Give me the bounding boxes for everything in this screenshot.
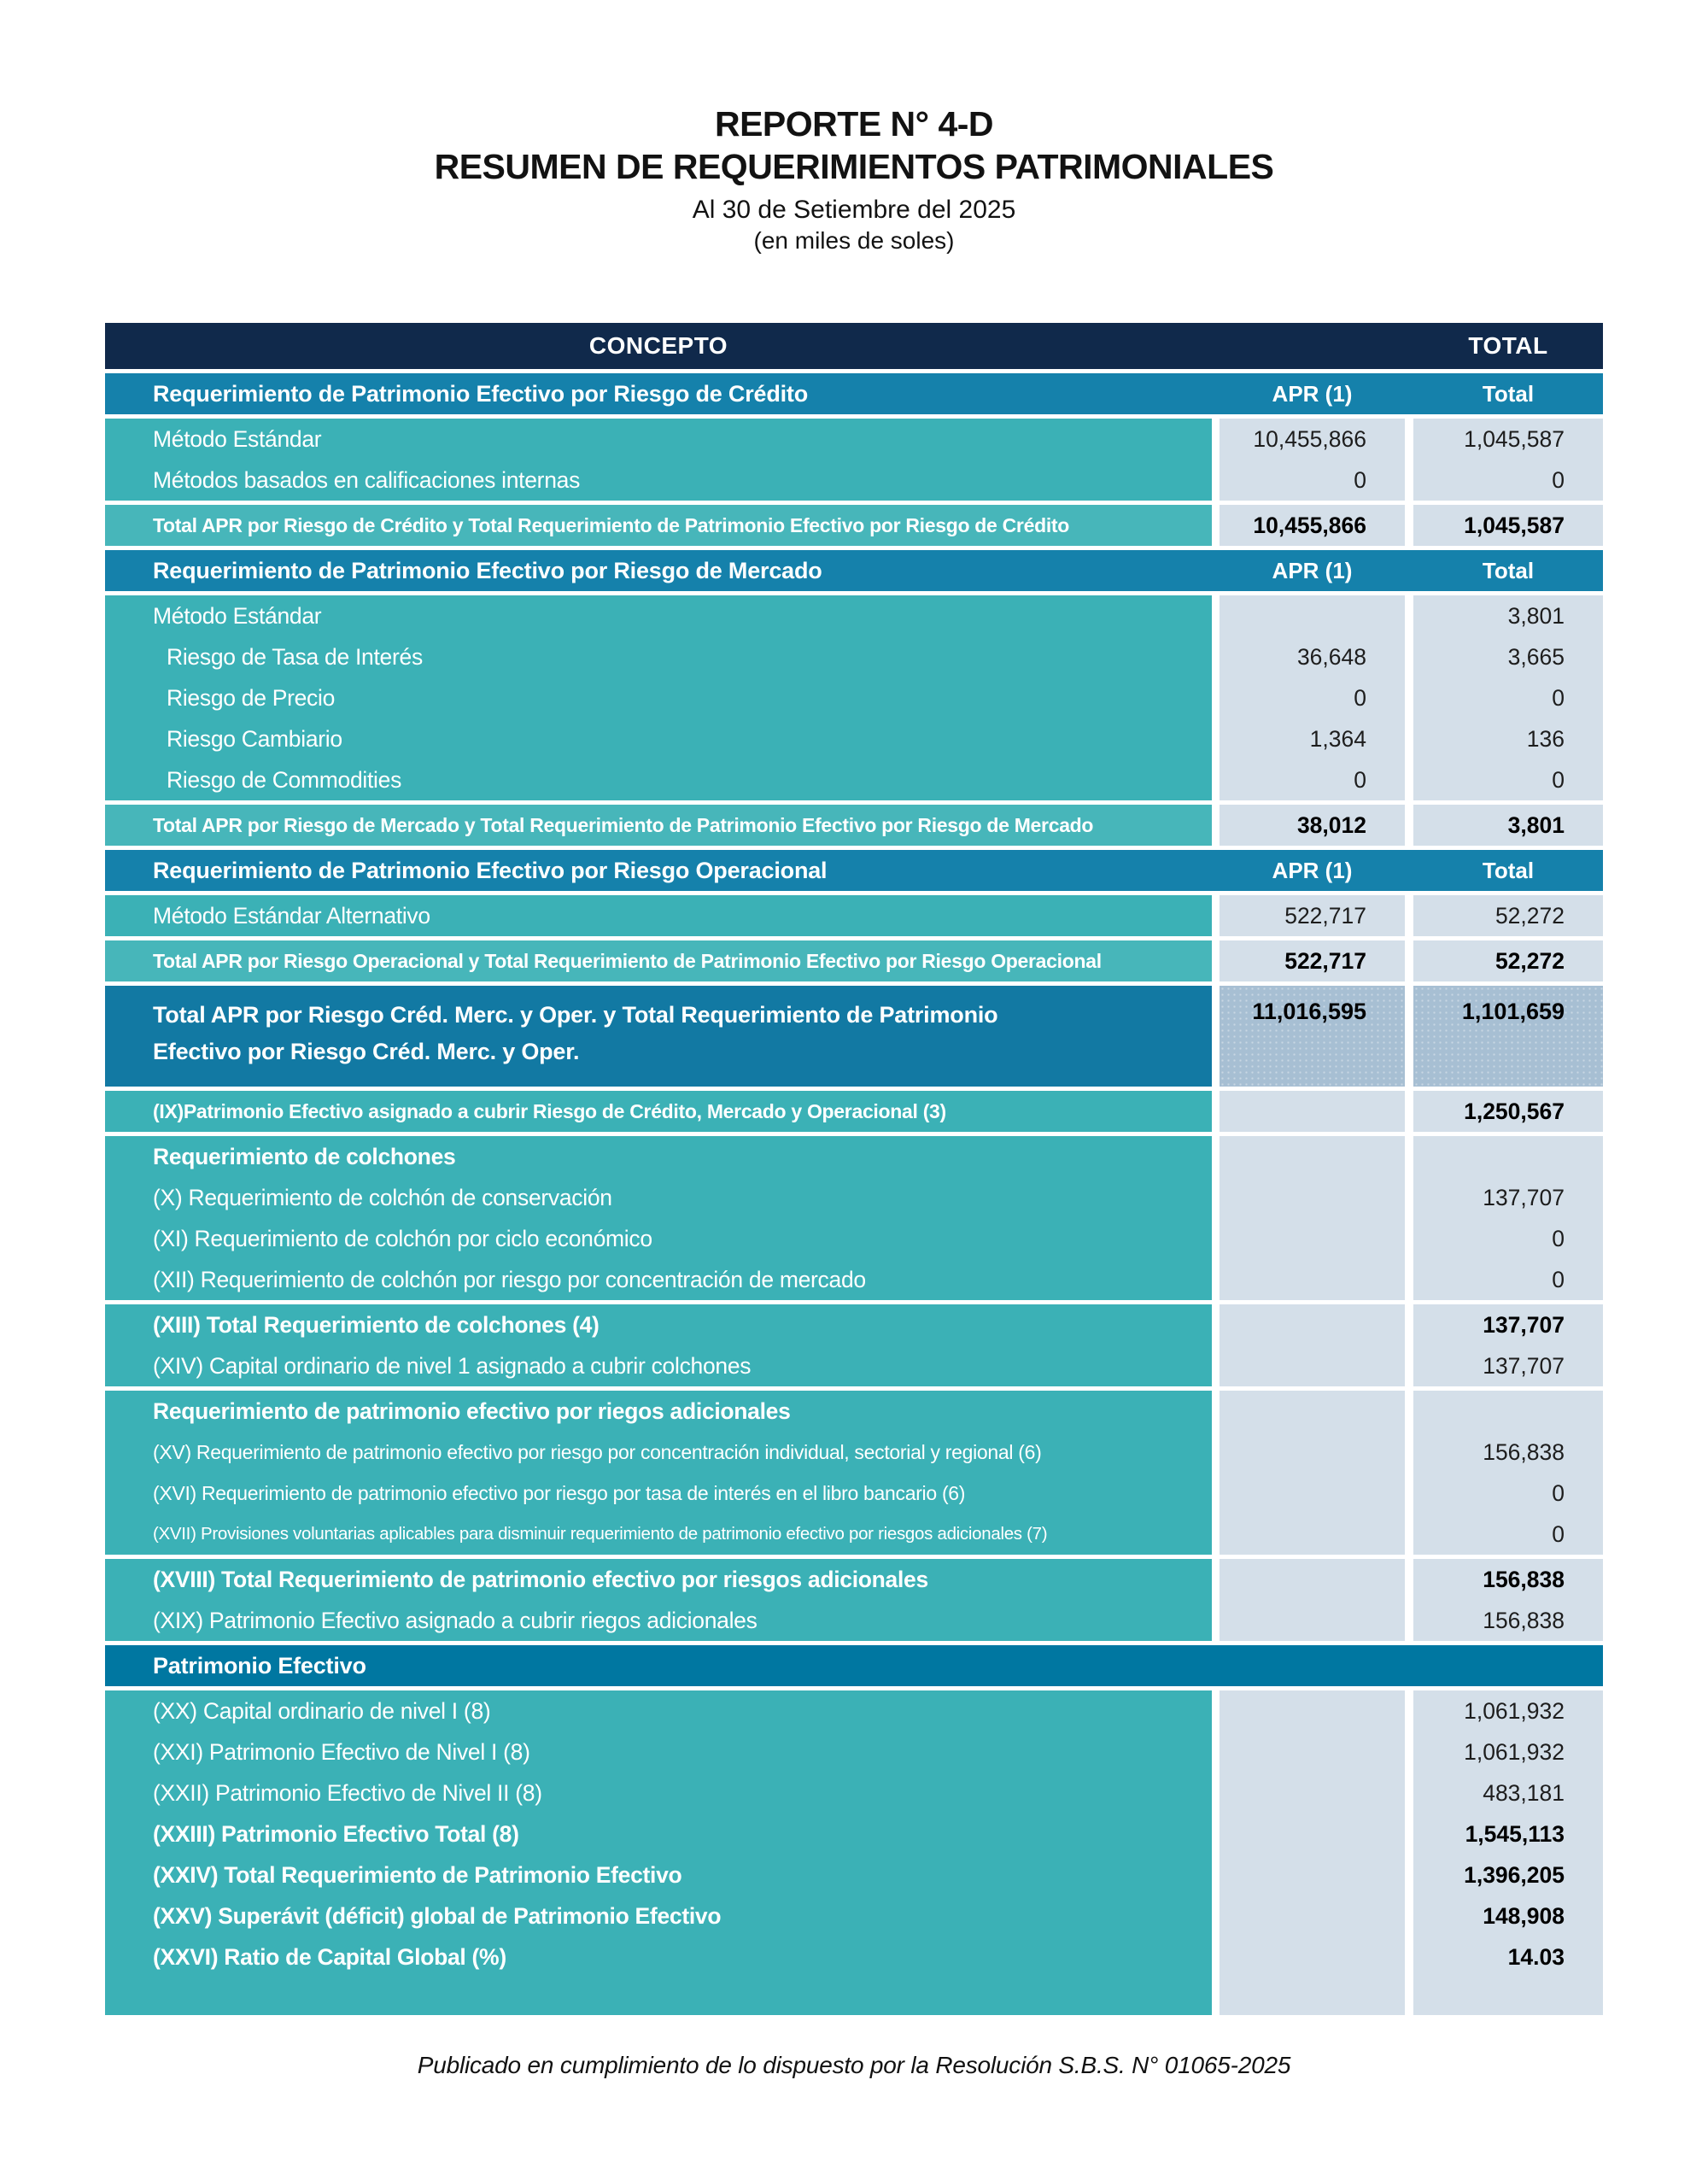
section-header-label: Requerimiento de Patrimonio Efectivo por Riesgo de Crédito — [153, 380, 809, 407]
table-row — [105, 1936, 1603, 1977]
apr-value — [1220, 1304, 1405, 1345]
section-header-label: Requerimiento de Patrimonio Efectivo por Riesgo de Mercado — [153, 557, 822, 583]
row-label: (XVII) Provisiones voluntarias aplicables para disminuir requerimiento de patrimonio efectivo por riesgos adicionales (7) — [105, 1514, 1212, 1555]
row-label: Total APR por Riesgo de Mercado y Total Requerimiento de Patrimonio Efectivo por Riesgo de Mercado — [105, 805, 1212, 846]
total-value: 137,707 — [1413, 1177, 1603, 1218]
apr-value — [1220, 1391, 1405, 1432]
apr-value — [1220, 1813, 1405, 1854]
total-value: 0 — [1413, 460, 1603, 501]
table-row — [105, 505, 1603, 546]
total-value: 137,707 — [1413, 1304, 1603, 1345]
table-block — [105, 1690, 1603, 2015]
table-row — [105, 460, 1603, 501]
total-value: 3,665 — [1413, 636, 1603, 677]
table-row — [105, 1813, 1603, 1854]
row-label-line: Total APR por Riesgo Créd. Merc. y Oper. y Total Requerimiento de Patrimonio — [153, 1002, 998, 1028]
row-label: Total APR por Riesgo de Crédito y Total Requerimiento de Patrimonio Efectivo por Riesgo de Crédito — [105, 505, 1212, 546]
apr-value — [1220, 1345, 1405, 1386]
apr-value — [1220, 1854, 1405, 1895]
apr-column-label: APR (1) — [1272, 857, 1353, 883]
apr-value: 11,016,595 — [1220, 986, 1405, 1087]
apr-value: 38,012 — [1220, 805, 1405, 846]
total-value: 1,061,932 — [1413, 1731, 1603, 1772]
concepto-column-header: CONCEPTO — [588, 332, 728, 359]
table-main-header — [105, 323, 1603, 369]
table-row — [105, 1259, 1603, 1300]
apr-value — [1220, 1600, 1405, 1641]
total-value: 52,272 — [1413, 895, 1603, 936]
apr-value — [1220, 1559, 1405, 1600]
table-block — [105, 940, 1603, 981]
total-value: 156,838 — [1413, 1600, 1603, 1641]
total-value: 156,838 — [1413, 1432, 1603, 1473]
apr-value — [1220, 1772, 1405, 1813]
row-label: (XVIII) Total Requerimiento de patrimonio efectivo por riesgos adicionales — [105, 1559, 1212, 1600]
table-row — [105, 1473, 1603, 1514]
page-title-line2: RESUMEN DE REQUERIMIENTOS PATRIMONIALES — [434, 147, 1274, 187]
table-row — [105, 718, 1603, 759]
apr-value: 10,455,866 — [1220, 419, 1405, 460]
apr-value — [1220, 1091, 1405, 1132]
total-value: 52,272 — [1413, 940, 1603, 981]
apr-value — [1220, 1977, 1405, 2015]
table-row — [105, 1854, 1603, 1895]
table-block — [105, 1559, 1603, 1641]
table-row — [105, 759, 1603, 800]
apr-value — [1220, 1936, 1405, 1977]
row-label: (XXIV) Total Requerimiento de Patrimonio Efectivo — [105, 1854, 1212, 1895]
total-column-label: Total — [1482, 380, 1535, 407]
apr-value — [1220, 1177, 1405, 1218]
table-block — [105, 1136, 1603, 1300]
row-label: (XXII) Patrimonio Efectivo de Nivel II (8) — [105, 1772, 1212, 1813]
table-block — [105, 1391, 1603, 1555]
total-value: 483,181 — [1413, 1772, 1603, 1813]
table-block — [105, 895, 1603, 936]
row-label: (XX) Capital ordinario de nivel I (8) — [105, 1690, 1212, 1731]
apr-value: 10,455,866 — [1220, 505, 1405, 546]
apr-value: 0 — [1220, 460, 1405, 501]
table-row — [105, 1091, 1603, 1132]
row-label: (XXV) Superávit (déficit) global de Patrimonio Efectivo — [105, 1895, 1212, 1936]
table-row — [105, 1177, 1603, 1218]
row-label: Riesgo de Tasa de Interés — [105, 636, 1212, 677]
row-label — [105, 986, 1212, 1087]
section-header-row — [105, 550, 1603, 591]
row-label: Métodos basados en calificaciones internas — [105, 460, 1212, 501]
row-label: Riesgo de Precio — [105, 677, 1212, 718]
row-label: (XI) Requerimiento de colchón por ciclo económico — [105, 1218, 1212, 1259]
apr-value: 1,364 — [1220, 718, 1405, 759]
table-row — [105, 1136, 1603, 1177]
apr-value — [1220, 1259, 1405, 1300]
total-value: 1,045,587 — [1413, 419, 1603, 460]
total-value: 0 — [1413, 1473, 1603, 1514]
row-label: Requerimiento de colchones — [105, 1136, 1212, 1177]
row-label: (XIX) Patrimonio Efectivo asignado a cubrir riegos adicionales — [105, 1600, 1212, 1641]
report-table — [105, 323, 1603, 2015]
section-header-row — [105, 373, 1603, 414]
table-row — [105, 940, 1603, 981]
apr-value — [1220, 595, 1405, 636]
apr-value: 36,648 — [1220, 636, 1405, 677]
apr-value — [1220, 1895, 1405, 1936]
total-value: 1,045,587 — [1413, 505, 1603, 546]
row-label: (XV) Requerimiento de patrimonio efectivo por riesgo por concentración individual, sectorial y regional (6) — [105, 1432, 1212, 1473]
apr-column-label: APR (1) — [1272, 557, 1353, 583]
total-value: 156,838 — [1413, 1559, 1603, 1600]
total-column-label: Total — [1482, 857, 1535, 883]
table-row — [105, 419, 1603, 460]
table-row — [105, 1432, 1603, 1473]
report-units: (en miles de soles) — [753, 227, 955, 255]
total-value — [1413, 1136, 1603, 1177]
section-header-row — [105, 1645, 1603, 1686]
total-value: 14.03 — [1413, 1936, 1603, 1977]
row-label: Método Estándar — [105, 419, 1212, 460]
apr-value — [1220, 1432, 1405, 1473]
apr-value — [1220, 1731, 1405, 1772]
table-row — [105, 1895, 1603, 1936]
total-column-header: TOTAL — [1468, 332, 1548, 359]
total-value: 148,908 — [1413, 1895, 1603, 1936]
apr-column-label: APR (1) — [1272, 380, 1353, 407]
table-row — [105, 895, 1603, 936]
table-row — [105, 1391, 1603, 1432]
table-row — [105, 1345, 1603, 1386]
grand-total-row — [105, 986, 1603, 1087]
apr-value — [1220, 1690, 1405, 1731]
total-value — [1413, 1391, 1603, 1432]
table-block — [105, 595, 1603, 800]
total-value: 3,801 — [1413, 595, 1603, 636]
page-title-line1: REPORTE N° 4-D — [714, 104, 994, 144]
total-column-label: Total — [1482, 557, 1535, 583]
row-label: (XIV) Capital ordinario de nivel 1 asignado a cubrir colchones — [105, 1345, 1212, 1386]
section-header-row — [105, 850, 1603, 891]
row-label: Riesgo Cambiario — [105, 718, 1212, 759]
table-block — [105, 805, 1603, 846]
row-label: (XVI) Requerimiento de patrimonio efectivo por riesgo por tasa de interés en el libro bancario (6) — [105, 1473, 1212, 1514]
total-value: 1,061,932 — [1413, 1690, 1603, 1731]
total-value: 1,101,659 — [1413, 986, 1603, 1087]
apr-value — [1220, 1218, 1405, 1259]
row-label: (XXIII) Patrimonio Efectivo Total (8) — [105, 1813, 1212, 1854]
total-value: 1,545,113 — [1413, 1813, 1603, 1854]
table-block — [105, 1091, 1603, 1132]
table-row — [105, 1514, 1603, 1555]
table-row — [105, 677, 1603, 718]
apr-value — [1220, 1473, 1405, 1514]
total-value: 136 — [1413, 718, 1603, 759]
apr-value: 522,717 — [1220, 895, 1405, 936]
table-block — [105, 419, 1603, 501]
table-row-filler — [105, 1977, 1603, 2015]
table-row — [105, 1218, 1603, 1259]
apr-value: 0 — [1220, 759, 1405, 800]
apr-value: 522,717 — [1220, 940, 1405, 981]
total-value: 1,250,567 — [1413, 1091, 1603, 1132]
row-label — [105, 1977, 1212, 2015]
table-block — [105, 1304, 1603, 1386]
table-row — [105, 1772, 1603, 1813]
total-value: 0 — [1413, 677, 1603, 718]
row-label: Método Estándar — [105, 595, 1212, 636]
table-row — [105, 595, 1603, 636]
total-value: 0 — [1413, 1514, 1603, 1555]
row-label: (X) Requerimiento de colchón de conservación — [105, 1177, 1212, 1218]
row-label: Requerimiento de patrimonio efectivo por riegos adicionales — [105, 1391, 1212, 1432]
total-value: 137,707 — [1413, 1345, 1603, 1386]
apr-value — [1220, 1514, 1405, 1555]
total-value: 0 — [1413, 1218, 1603, 1259]
table-row — [105, 1559, 1603, 1600]
section-header-label: Patrimonio Efectivo — [153, 1652, 366, 1679]
total-value: 1,396,205 — [1413, 1854, 1603, 1895]
report-date: Al 30 de Setiembre del 2025 — [692, 196, 1016, 225]
total-value: 0 — [1413, 1259, 1603, 1300]
row-label-line: Efectivo por Riesgo Créd. Merc. y Oper. — [153, 1038, 580, 1064]
row-label: Total APR por Riesgo Operacional y Total Requerimiento de Patrimonio Efectivo por Riesgo Operacional — [105, 940, 1212, 981]
row-label: (XII) Requerimiento de colchón por riesgo por concentración de mercado — [105, 1259, 1212, 1300]
row-label: (XXI) Patrimonio Efectivo de Nivel I (8) — [105, 1731, 1212, 1772]
row-label: (XXVI) Ratio de Capital Global (%) — [105, 1936, 1212, 1977]
row-label: (IX)Patrimonio Efectivo asignado a cubrir Riesgo de Crédito, Mercado y Operacional (3) — [105, 1091, 1212, 1132]
table-row — [105, 636, 1603, 677]
table-block — [105, 505, 1603, 546]
table-row — [105, 805, 1603, 846]
row-label: (XIII) Total Requerimiento de colchones (4) — [105, 1304, 1212, 1345]
row-label: Riesgo de Commodities — [105, 759, 1212, 800]
apr-value: 0 — [1220, 677, 1405, 718]
report-title — [0, 103, 1708, 255]
table-row — [105, 1690, 1603, 1731]
total-value: 3,801 — [1413, 805, 1603, 846]
section-header-label: Requerimiento de Patrimonio Efectivo por Riesgo Operacional — [153, 857, 828, 883]
total-value — [1413, 1977, 1603, 2015]
table-row — [105, 1731, 1603, 1772]
table-row — [105, 1600, 1603, 1641]
row-label: Método Estándar Alternativo — [105, 895, 1212, 936]
footer-note: Publicado en cumplimiento de lo dispuesto por la Resolución S.B.S. N° 01065-2025 — [417, 2052, 1291, 2078]
total-value: 0 — [1413, 759, 1603, 800]
table-row — [105, 1304, 1603, 1345]
apr-value — [1220, 1136, 1405, 1177]
